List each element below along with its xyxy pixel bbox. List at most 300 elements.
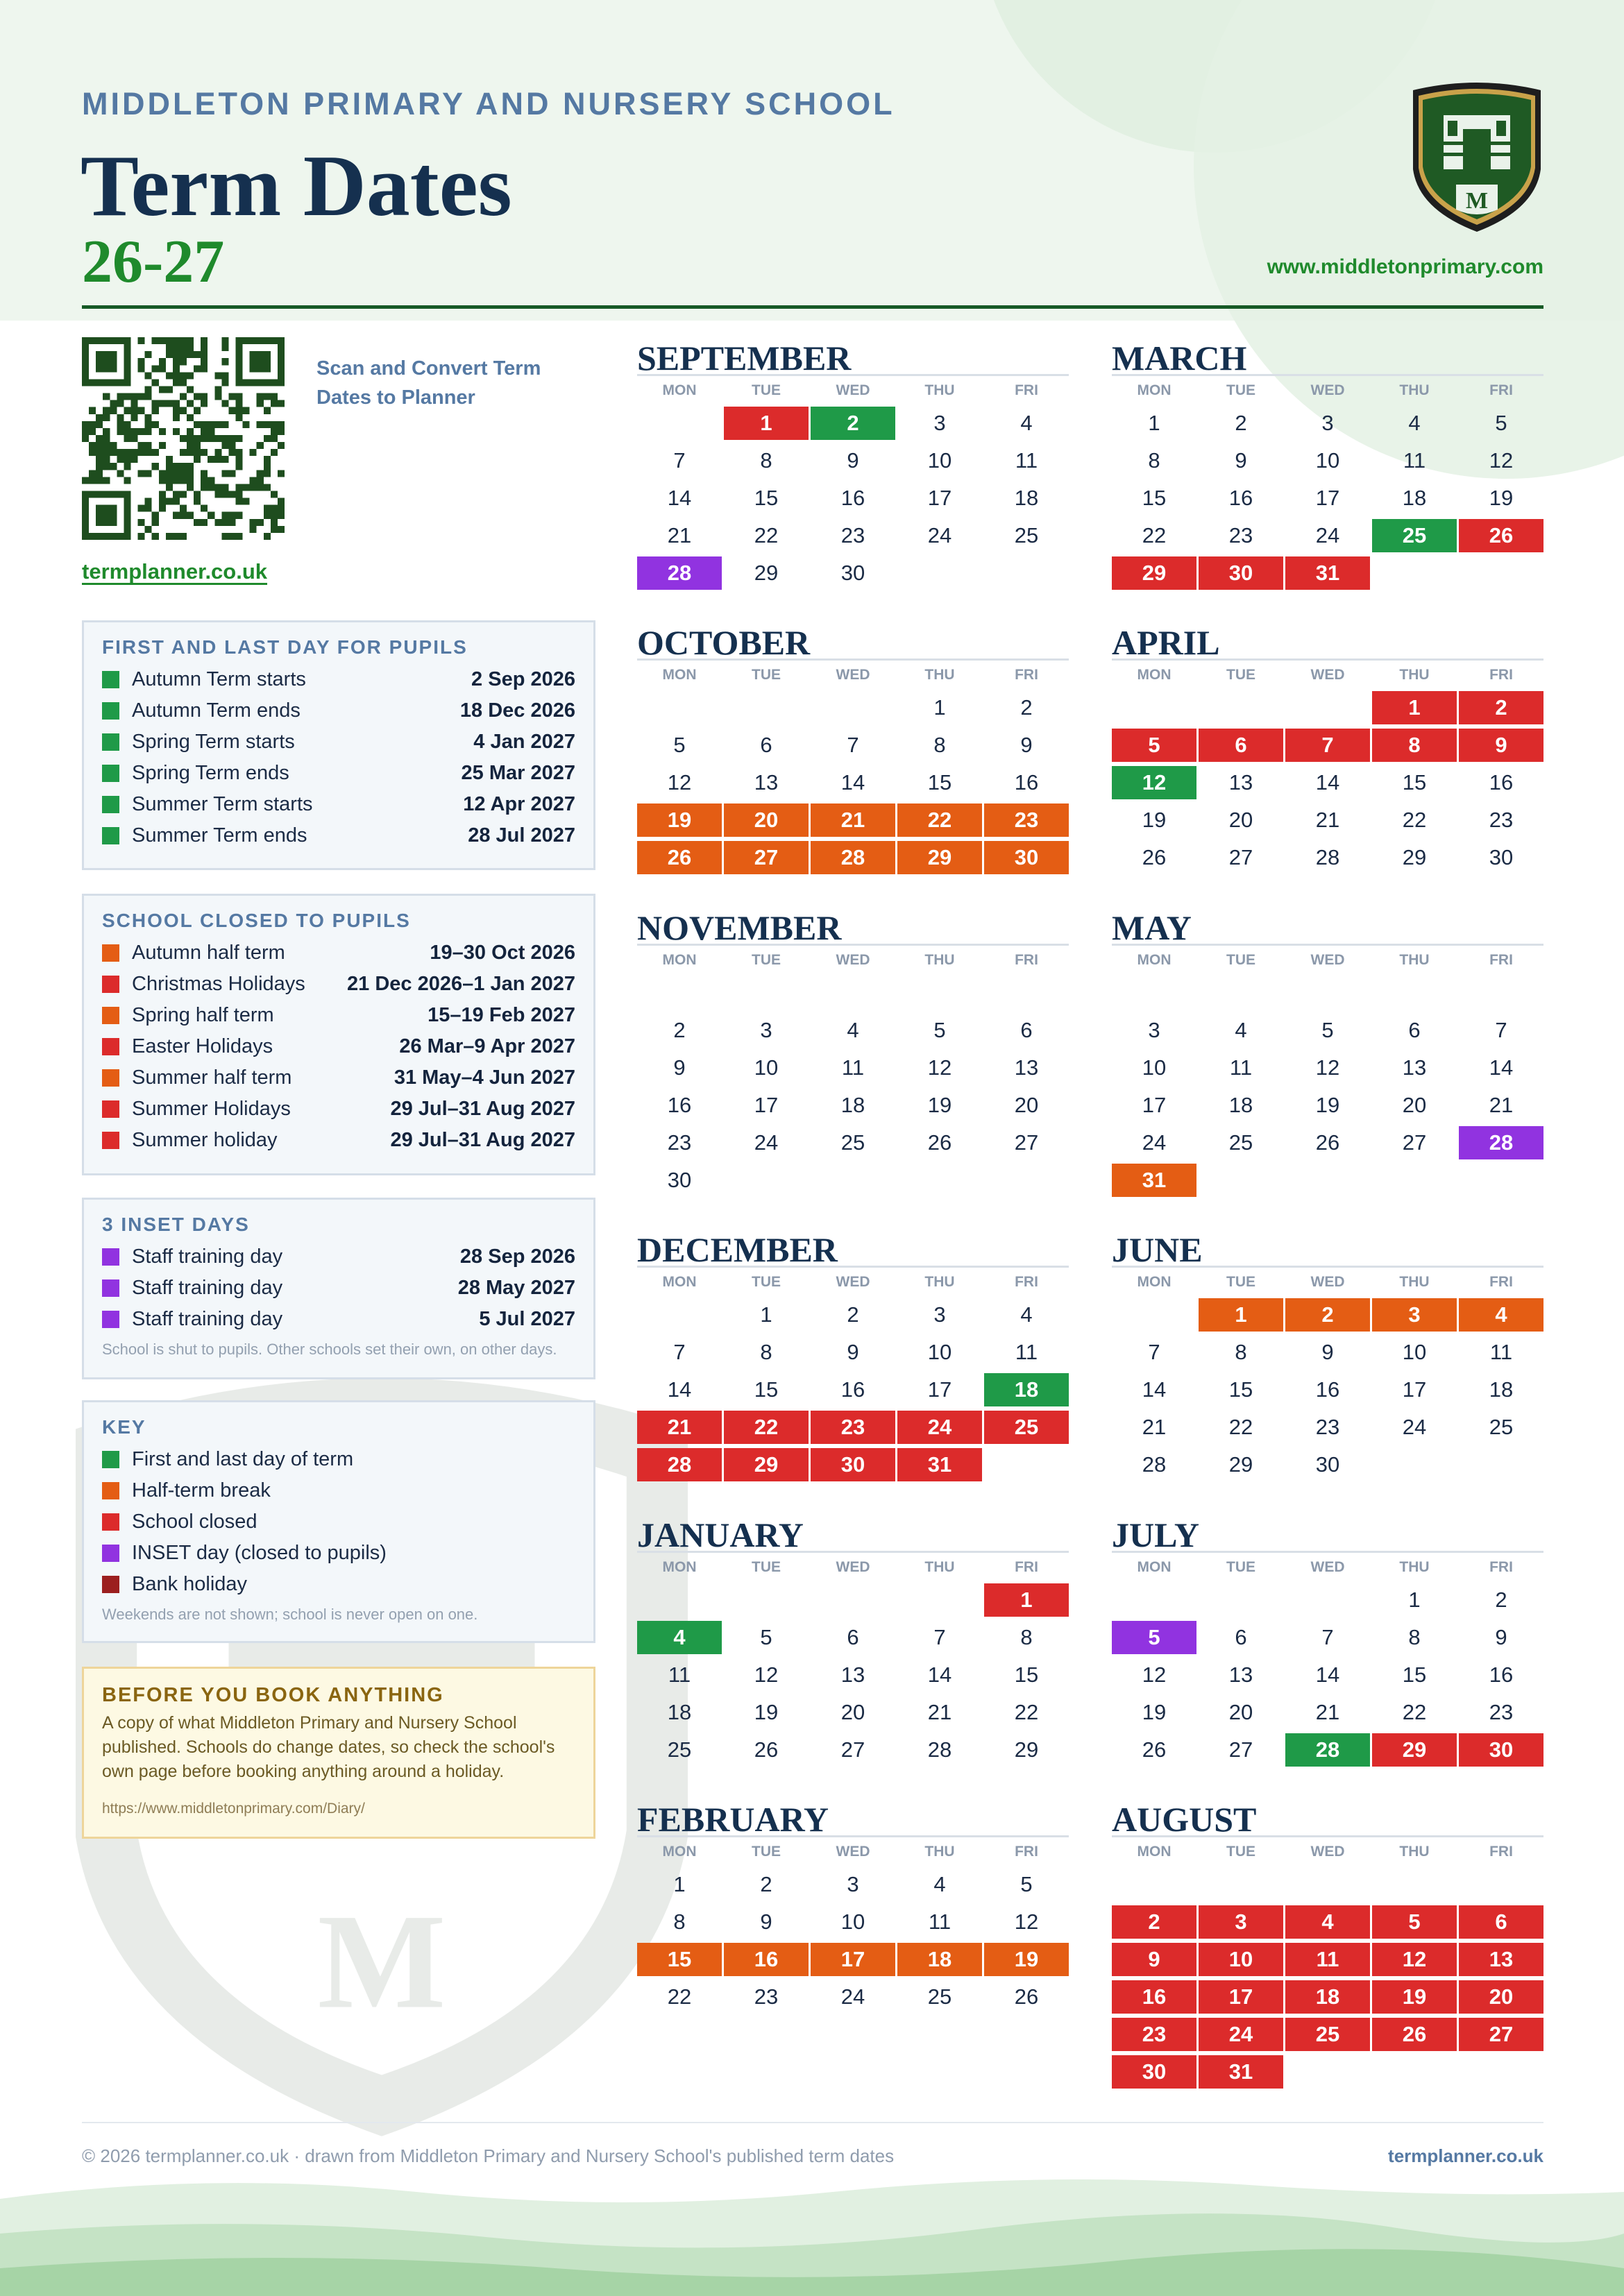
day-cell: 14 (667, 1377, 692, 1402)
row-date: 29 Jul–31 Aug 2027 (390, 1098, 575, 1120)
day-cell: 17 (1199, 1980, 1283, 2014)
day-cell: 1 (1408, 1588, 1421, 1612)
day-cell: 6 (1235, 1625, 1247, 1649)
day-cell: 17 (1402, 1377, 1427, 1402)
row-date: 5 Jul 2027 (479, 1308, 575, 1330)
legend-row (102, 789, 575, 820)
day-cell: 10 (840, 1910, 865, 1934)
color-swatch (102, 702, 119, 720)
day-cell: 13 (1228, 1663, 1253, 1687)
calendar-june (1112, 1232, 1543, 1483)
day-cell: 30 (1459, 1733, 1543, 1767)
weekday-label: MON (662, 952, 697, 968)
footer-link[interactable]: termplanner.co.uk (1388, 2145, 1543, 2166)
day-cell: 6 (847, 1625, 859, 1649)
day-cell: 13 (754, 770, 779, 794)
empty-day-cell (1199, 1868, 1283, 1901)
day-cell: 21 (1315, 808, 1340, 832)
day-cell: 6 (1459, 1905, 1543, 1939)
day-cell: 20 (840, 1700, 865, 1724)
day-cell: 8 (1148, 448, 1160, 473)
day-cell: 23 (1489, 808, 1514, 832)
day-cell: 12 (1372, 1943, 1457, 1976)
day-cell: 26 (1142, 1737, 1167, 1762)
color-swatch (102, 1007, 119, 1024)
day-cell: 17 (927, 486, 952, 510)
day-cell: 13 (1459, 1943, 1543, 1976)
weekday-label: TUE (752, 1274, 781, 1290)
day-cell: 28 (1142, 1452, 1167, 1477)
legend-row (102, 820, 575, 851)
empty-day-cell (1285, 691, 1370, 724)
empty-day-cell (1372, 1164, 1457, 1197)
day-cell: 9 (1112, 1943, 1196, 1976)
month-name: NOVEMBER (637, 910, 1069, 946)
day-cell: 19 (1142, 808, 1167, 832)
weekday-label: MON (1137, 667, 1172, 683)
weekday-header (1112, 952, 1543, 971)
weekday-label: FRI (1489, 1559, 1513, 1575)
day-cell: 14 (927, 1663, 952, 1687)
day-cell: 25 (1228, 1130, 1253, 1155)
day-cell: 18 (840, 1093, 865, 1117)
weekday-label: FRI (1015, 1844, 1038, 1860)
row-label: Christmas Holidays (132, 973, 305, 995)
day-cell: 30 (1315, 1452, 1340, 1477)
day-cell: 23 (1315, 1415, 1340, 1439)
day-cell: 16 (1112, 1980, 1196, 2014)
day-cell: 23 (840, 523, 865, 547)
empty-day-cell (1372, 1868, 1457, 1901)
warning-text: A copy of what Middleton Primary and Nursery School published. Schools do change dates, so check the school's own page before booking anything around a holiday. (102, 1713, 555, 1781)
month-name: APRIL (1112, 624, 1543, 661)
legend-row (102, 1031, 575, 1062)
weekday-label: FRI (1489, 382, 1513, 398)
day-cell: 2 (1235, 411, 1247, 435)
day-grid (1112, 689, 1543, 876)
day-cell: 5 (1112, 1621, 1196, 1654)
calendar-september (637, 340, 1069, 592)
row-label: Easter Holidays (132, 1035, 273, 1057)
day-cell: 9 (1235, 448, 1247, 473)
row-date: 28 May 2027 (457, 1277, 575, 1299)
row-label: Spring Term starts (132, 731, 295, 753)
row-date: 25 Mar 2027 (461, 762, 575, 784)
empty-day-cell (1112, 1583, 1196, 1617)
weekday-header (637, 952, 1069, 971)
day-cell: 3 (1148, 1018, 1160, 1042)
day-cell: 22 (1014, 1700, 1039, 1724)
weekday-header (1112, 1274, 1543, 1293)
day-cell: 2 (1020, 695, 1033, 720)
weekday-label: WED (1310, 1274, 1345, 1290)
day-cell: 25 (984, 1411, 1069, 1444)
day-cell: 10 (1142, 1055, 1167, 1080)
day-cell: 9 (1459, 729, 1543, 762)
calendar-october (637, 624, 1069, 876)
day-cell: 11 (668, 1663, 691, 1687)
row-label: Summer holiday (132, 1129, 278, 1151)
school-closed-panel (82, 894, 595, 1175)
day-cell: 30 (1489, 845, 1514, 869)
weekday-label: THU (1399, 952, 1430, 968)
weekday-label: TUE (1226, 1559, 1255, 1575)
day-cell: 20 (1459, 1980, 1543, 2014)
weekday-label: THU (1399, 1844, 1430, 1860)
header-divider (82, 305, 1543, 309)
day-cell: 20 (1228, 1700, 1253, 1724)
color-swatch (102, 1248, 119, 1266)
day-cell: 28 (637, 1448, 722, 1481)
legend-row (102, 1506, 575, 1538)
calendar-february (637, 1801, 1069, 2016)
day-cell: 27 (1228, 1737, 1253, 1762)
calendar-january (637, 1517, 1069, 1769)
color-swatch (102, 1451, 119, 1468)
day-cell: 9 (1020, 733, 1033, 757)
calendar-july (1112, 1517, 1543, 1769)
day-grid (637, 974, 1069, 1199)
day-cell: 21 (1315, 1700, 1340, 1724)
legend-row (102, 1000, 575, 1031)
day-cell: 3 (760, 1018, 772, 1042)
day-cell: 2 (760, 1872, 772, 1896)
day-cell: 30 (1112, 2055, 1196, 2089)
booking-warning (82, 1667, 595, 1839)
weekday-header (1112, 667, 1543, 686)
weekday-label: FRI (1015, 382, 1038, 398)
legend-row (102, 1094, 575, 1125)
day-cell: 18 (897, 1943, 982, 1976)
day-cell: 21 (927, 1700, 952, 1724)
day-cell: 6 (1408, 1018, 1421, 1042)
day-cell: 31 (1199, 2055, 1283, 2089)
weekday-label: WED (1310, 382, 1345, 398)
svg-text:M: M (1465, 188, 1489, 214)
empty-day-cell (1459, 1868, 1543, 1901)
day-cell: 16 (724, 1943, 809, 1976)
day-cell: 24 (1142, 1130, 1167, 1155)
day-cell: 9 (760, 1910, 772, 1934)
day-cell: 12 (1489, 448, 1514, 473)
day-cell: 5 (1112, 729, 1196, 762)
day-cell: 18 (1402, 486, 1427, 510)
day-cell: 28 (1459, 1126, 1543, 1159)
diary-link[interactable]: https://www.middletonprimary.com/Diary/ (102, 1801, 365, 1817)
month-name: DECEMBER (637, 1232, 1069, 1268)
day-cell: 19 (984, 1943, 1069, 1976)
month-name: FEBRUARY (637, 1801, 1069, 1837)
weekday-label: FRI (1489, 667, 1513, 683)
day-cell: 16 (1014, 770, 1039, 794)
empty-day-cell (897, 1583, 982, 1617)
weekday-label: FRI (1015, 1559, 1038, 1575)
termplanner-link[interactable]: termplanner.co.uk (82, 559, 268, 584)
weekday-label: TUE (752, 1559, 781, 1575)
first-last-day-panel (82, 620, 595, 870)
day-cell: 25 (1372, 519, 1457, 552)
day-cell: 29 (897, 841, 982, 874)
day-cell: 22 (724, 1411, 809, 1444)
day-cell: 25 (927, 1984, 952, 2009)
academic-year: 26-27 (82, 228, 225, 296)
day-cell: 12 (1112, 766, 1196, 799)
day-cell: 7 (1495, 1018, 1507, 1042)
day-cell: 8 (1235, 1340, 1247, 1364)
row-label: Summer Holidays (132, 1098, 291, 1120)
day-cell: 4 (1235, 1018, 1247, 1042)
day-grid (1112, 1581, 1543, 1769)
row-date: 29 Jul–31 Aug 2027 (390, 1129, 575, 1151)
day-cell: 28 (811, 841, 895, 874)
day-cell: 8 (673, 1910, 686, 1934)
weekday-label: WED (836, 1559, 870, 1575)
day-cell: 10 (1315, 448, 1340, 473)
day-grid (637, 689, 1069, 876)
day-grid (1112, 974, 1543, 1199)
weekday-label: MON (662, 382, 697, 398)
panel-title: SCHOOL CLOSED TO PUPILS (102, 910, 411, 931)
day-cell: 22 (1402, 808, 1427, 832)
day-grid (1112, 1866, 1543, 2091)
month-name: MARCH (1112, 340, 1543, 376)
day-cell: 15 (1402, 1663, 1427, 1687)
day-cell: 3 (1372, 1298, 1457, 1332)
school-website[interactable]: www.middletonprimary.com (1267, 255, 1543, 278)
day-cell: 16 (1489, 1663, 1514, 1687)
day-grid (637, 1296, 1069, 1483)
day-cell: 17 (1142, 1093, 1167, 1117)
key-note: Weekends are not shown; school is never open on one. (102, 1606, 478, 1623)
empty-day-cell (984, 556, 1069, 590)
day-cell: 15 (1228, 1377, 1253, 1402)
row-date: 18 Dec 2026 (459, 699, 575, 722)
day-cell: 23 (1228, 523, 1253, 547)
color-swatch (102, 1100, 119, 1118)
row-label: INSET day (closed to pupils) (132, 1542, 387, 1564)
weekday-label: WED (1310, 667, 1345, 683)
day-cell: 28 (1285, 1733, 1370, 1767)
day-cell: 1 (724, 407, 809, 440)
day-cell: 19 (1315, 1093, 1340, 1117)
day-cell: 6 (1020, 1018, 1033, 1042)
day-cell: 5 (933, 1018, 946, 1042)
weekday-label: MON (1137, 952, 1172, 968)
day-cell: 23 (754, 1984, 779, 2009)
row-date: 28 Sep 2026 (459, 1245, 575, 1268)
row-date: 31 May–4 Jun 2027 (394, 1066, 575, 1089)
day-cell: 12 (1014, 1910, 1039, 1934)
weekday-label: FRI (1015, 667, 1038, 683)
weekday-label: WED (836, 1844, 870, 1860)
day-cell: 10 (927, 1340, 952, 1364)
row-label: Bank holiday (132, 1573, 248, 1595)
weekday-label: MON (662, 1274, 697, 1290)
day-cell: 20 (724, 803, 809, 837)
day-cell: 30 (811, 1448, 895, 1481)
inset-days-panel (82, 1198, 595, 1379)
day-cell: 4 (637, 1621, 722, 1654)
row-date: 26 Mar–9 Apr 2027 (399, 1035, 575, 1057)
row-label: Staff training day (132, 1245, 283, 1268)
day-cell: 16 (667, 1093, 692, 1117)
day-cell: 2 (1495, 1588, 1507, 1612)
day-cell: 25 (1014, 523, 1039, 547)
day-cell: 4 (1020, 411, 1033, 435)
weekday-label: TUE (1226, 952, 1255, 968)
day-cell: 11 (928, 1910, 951, 1934)
weekday-header (1112, 382, 1543, 402)
day-cell: 12 (1315, 1055, 1340, 1080)
empty-day-cell (1112, 976, 1196, 1010)
empty-day-cell (984, 1448, 1069, 1481)
page-title: Term Dates (81, 138, 512, 235)
weekday-label: WED (836, 382, 870, 398)
day-cell: 5 (1321, 1018, 1334, 1042)
day-cell: 23 (1489, 1700, 1514, 1724)
day-cell: 16 (1489, 770, 1514, 794)
row-label: Autumn Term starts (132, 668, 306, 690)
weekday-label: THU (924, 1559, 955, 1575)
weekday-label: MON (1137, 1559, 1172, 1575)
day-cell: 10 (927, 448, 952, 473)
day-grid (1112, 1296, 1543, 1483)
color-swatch (102, 827, 119, 844)
empty-day-cell (637, 407, 722, 440)
day-cell: 7 (1285, 729, 1370, 762)
weekday-label: TUE (752, 952, 781, 968)
day-cell: 27 (1459, 2018, 1543, 2051)
day-cell: 22 (1228, 1415, 1253, 1439)
row-label: Autumn half term (132, 942, 285, 964)
day-cell: 21 (1489, 1093, 1514, 1117)
empty-day-cell (1199, 691, 1283, 724)
day-cell: 3 (1321, 411, 1334, 435)
month-name: MAY (1112, 910, 1543, 946)
day-cell: 31 (1112, 1164, 1196, 1197)
legend-row (102, 1444, 575, 1475)
empty-day-cell (1285, 1164, 1370, 1197)
color-swatch (102, 1279, 119, 1297)
day-cell: 2 (1112, 1905, 1196, 1939)
weekday-label: FRI (1489, 1844, 1513, 1860)
row-label: Summer half term (132, 1066, 292, 1089)
qr-caption: Scan and Convert Term Dates to Planner (316, 357, 541, 409)
day-cell: 19 (1489, 486, 1514, 510)
legend-row (102, 1569, 575, 1600)
day-cell: 25 (667, 1737, 692, 1762)
day-cell: 3 (1199, 1905, 1283, 1939)
row-label: Spring Term ends (132, 762, 289, 784)
day-cell: 12 (667, 770, 692, 794)
row-label: Summer Term starts (132, 793, 313, 815)
calendar-december (637, 1232, 1069, 1483)
day-cell: 10 (754, 1055, 779, 1080)
day-cell: 22 (1402, 1700, 1427, 1724)
month-name: JUNE (1112, 1232, 1543, 1268)
empty-day-cell (1285, 2055, 1370, 2089)
footer-divider (82, 2122, 1543, 2123)
footer-copyright: © 2026 termplanner.co.uk · drawn from Middleton Primary and Nursery School's published term dates (82, 2145, 895, 2166)
day-cell: 12 (1142, 1663, 1167, 1687)
day-cell: 30 (667, 1168, 692, 1192)
day-cell: 14 (840, 770, 865, 794)
day-cell: 8 (1020, 1625, 1033, 1649)
day-cell: 7 (1148, 1340, 1160, 1364)
day-cell: 11 (1015, 448, 1038, 473)
day-cell: 14 (667, 486, 692, 510)
day-cell: 26 (637, 841, 722, 874)
color-swatch (102, 1513, 119, 1531)
school-name: MIDDLETON PRIMARY AND NURSERY SCHOOL (82, 86, 895, 121)
day-cell: 26 (927, 1130, 952, 1155)
weekday-label: THU (924, 382, 955, 398)
empty-day-cell (1372, 1448, 1457, 1481)
day-cell: 18 (1489, 1377, 1514, 1402)
weekday-label: TUE (1226, 667, 1255, 683)
day-cell: 13 (840, 1663, 865, 1687)
day-cell: 4 (1285, 1905, 1370, 1939)
row-date: 19–30 Oct 2026 (430, 942, 575, 964)
day-cell: 5 (673, 733, 686, 757)
qr-code[interactable] (82, 337, 285, 540)
day-cell: 13 (1402, 1055, 1427, 1080)
day-cell: 21 (1142, 1415, 1167, 1439)
month-name: OCTOBER (637, 624, 1069, 661)
day-cell: 4 (1459, 1298, 1543, 1332)
day-cell: 18 (984, 1373, 1069, 1406)
svg-text:M: M (317, 1886, 446, 2037)
color-swatch (102, 1132, 119, 1149)
day-cell: 16 (1315, 1377, 1340, 1402)
day-cell: 8 (760, 1340, 772, 1364)
row-label: Autumn Term ends (132, 699, 301, 722)
empty-day-cell (897, 556, 982, 590)
empty-day-cell (724, 1164, 809, 1197)
day-cell: 29 (1228, 1452, 1253, 1477)
day-cell: 20 (1228, 808, 1253, 832)
day-cell: 3 (933, 1302, 946, 1327)
day-cell: 1 (760, 1302, 772, 1327)
weekday-label: WED (836, 667, 870, 683)
day-cell: 27 (1228, 845, 1253, 869)
day-cell: 26 (1014, 1984, 1039, 2009)
day-cell: 29 (1372, 1733, 1457, 1767)
day-cell: 8 (933, 733, 946, 757)
day-cell: 11 (841, 1055, 865, 1080)
weekday-label: MON (1137, 1274, 1172, 1290)
empty-day-cell (724, 976, 809, 1010)
day-cell: 4 (1408, 411, 1421, 435)
empty-day-cell (1285, 1583, 1370, 1617)
day-cell: 15 (1014, 1663, 1039, 1687)
day-cell: 17 (811, 1943, 895, 1976)
row-label: School closed (132, 1511, 257, 1533)
weekday-label: WED (1310, 1844, 1345, 1860)
day-cell: 19 (1372, 1980, 1457, 2014)
day-cell: 17 (1315, 486, 1340, 510)
day-cell: 24 (1315, 523, 1340, 547)
day-cell: 18 (1014, 486, 1039, 510)
legend-row (102, 758, 575, 789)
day-cell: 9 (847, 1340, 859, 1364)
weekday-label: WED (836, 1274, 870, 1290)
day-cell: 6 (760, 733, 772, 757)
legend-row (102, 1273, 575, 1304)
day-cell: 3 (933, 411, 946, 435)
color-swatch (102, 765, 119, 782)
color-swatch (102, 1311, 119, 1328)
